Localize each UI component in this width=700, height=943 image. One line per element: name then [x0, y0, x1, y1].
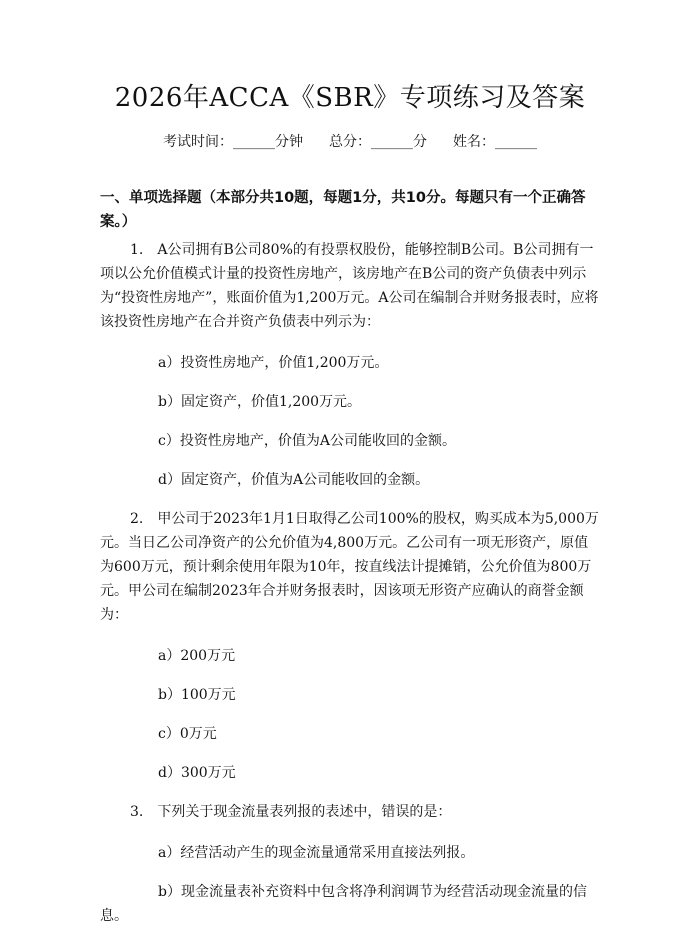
document-title: 2026年ACCA《SBR》专项练习及答案: [114, 83, 586, 113]
exam-meta-line: [0, 131, 700, 153]
answer-option: d）固定资产，价值为A公司能收回的金额。: [158, 472, 430, 488]
answer-option: a）200万元: [158, 648, 236, 664]
question-stem: 1. A公司拥有B公司80%的有投票权股份，能够控制B公司。B公司拥有一项以公允价值模式计量的投资性房地产，该房地产在B公司的资产负债表中列示为“投资性房地产”，账面价值为1,200万元。A公司在编制合并财务报表时，应将该投资性房地产在合并资产负债表中列示为：: [100, 242, 599, 330]
answer-option: c）0万元: [158, 726, 217, 742]
answer-option: d）300万元: [158, 765, 236, 781]
answer-option: b）固定资产，价值1,200万元。: [158, 394, 362, 410]
answer-option: b）100万元: [158, 687, 236, 703]
answer-option: c）投资性房地产，价值为A公司能收回的金额。: [158, 433, 456, 449]
question-stem: 3. 下列关于现金流量表列报的表述中，错误的是：: [130, 804, 452, 820]
answer-option: b）现金流量表补充资料中包含将净利润调节为经营活动现金流量的信息。: [100, 884, 587, 924]
answer-option: a）投资性房地产，价值1,200万元。: [158, 355, 389, 371]
question-stem: 2. 甲公司于2023年1月1日取得乙公司100%的股权，购买成本为5,000万元。当日乙公司净资产的公允价值为4,800万元。乙公司有一项无形资产，原值为600万元，预计剩余使用年限为10年，按直线法计提摊销，公允价值为800万元。甲公司在编制2023年合并财务报表时，因该项无形资产应确认的商誉金额为：: [100, 511, 599, 623]
name-field: 姓名：______: [453, 134, 537, 150]
exam-time-field: 考试时间：______分钟: [163, 134, 303, 150]
section-heading: 一、单项选择题（本部分共10题，每题1分，共10分。每题只有一个正确答案。）: [100, 190, 586, 230]
questions-list: [100, 238, 600, 943]
total-score-field: 总分：______分: [329, 134, 427, 150]
answer-option: a）经营活动产生的现金流量通常采用直接法列报。: [158, 845, 475, 861]
